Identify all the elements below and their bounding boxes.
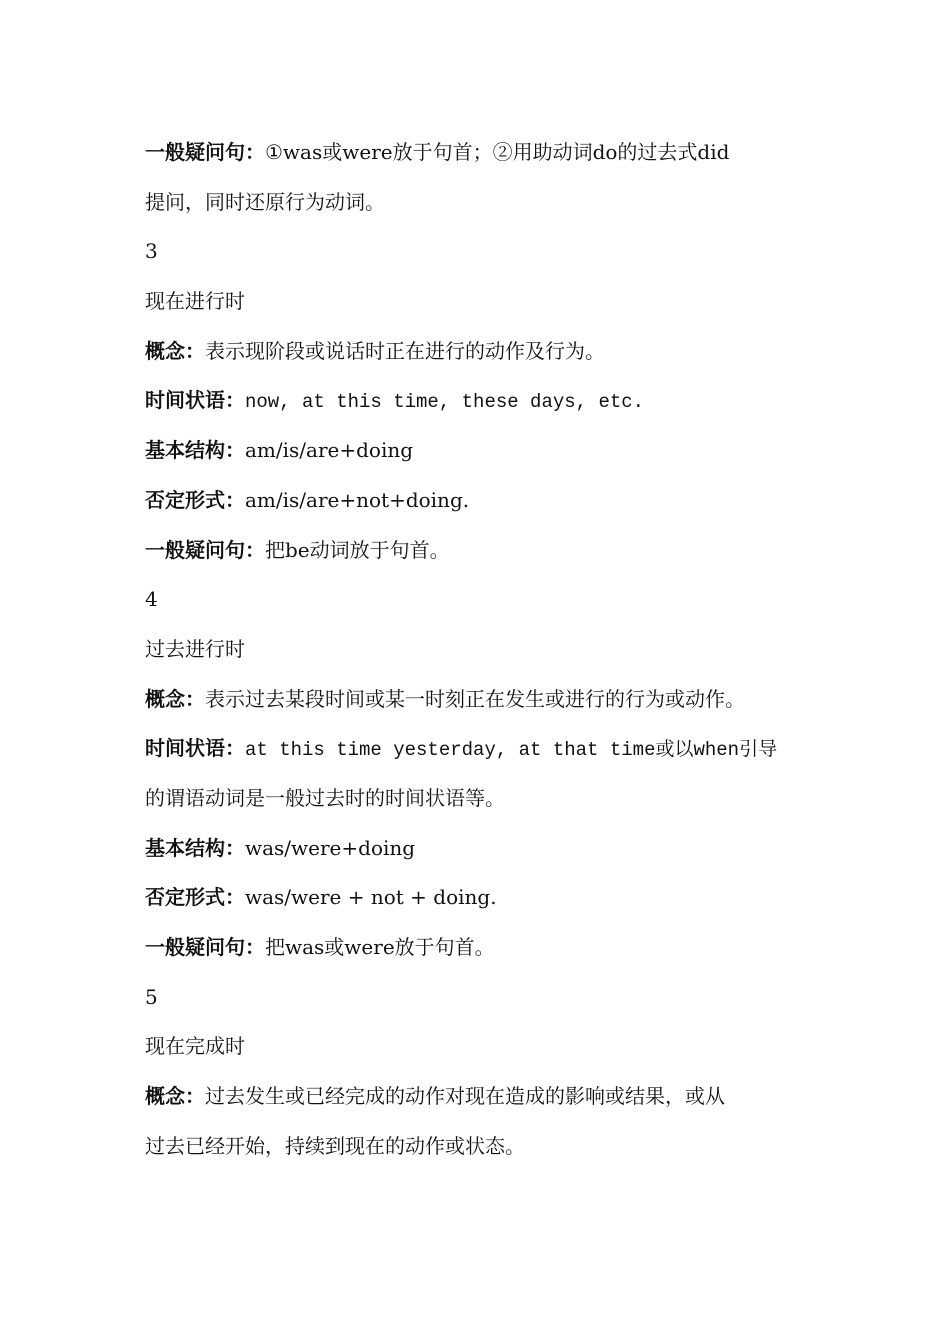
line-text: now, at this time, these days, etc. — [245, 391, 645, 414]
line-text: at this time yesterday, at that time或以when引导 — [245, 739, 778, 762]
line-label: 一般疑问句： — [145, 537, 265, 562]
line-text: 过去已经开始，持续到现在的动作或状态。 — [145, 1133, 525, 1158]
line-text: am/is/are+not+doing. — [245, 487, 470, 512]
line-text: 把was或were放于句首。 — [265, 935, 495, 959]
line-label: 时间状语： — [145, 388, 245, 413]
continuation-line — [145, 1122, 810, 1172]
line-label: 否定形式： — [145, 487, 245, 512]
continuation-line — [145, 178, 810, 228]
question-form-line — [145, 923, 810, 973]
line-label: 否定形式： — [145, 885, 245, 910]
line-text: 提问，同时还原行为动词。 — [145, 189, 385, 214]
section-number — [145, 575, 810, 625]
line-text: 表示现阶段或说话时正在进行的动作及行为。 — [205, 338, 605, 363]
line-label: 一般疑问句： — [145, 935, 265, 959]
line-text: was/were + not + doing. — [245, 885, 497, 910]
concept-line — [145, 1072, 810, 1122]
section-number — [145, 227, 810, 277]
line-label: 概念： — [145, 338, 205, 363]
basic-structure-line — [145, 824, 810, 874]
line-label: 基本结构： — [145, 438, 245, 463]
negative-form-line — [145, 476, 810, 526]
line-text: was/were+doing — [245, 835, 416, 860]
line-text: 5 — [145, 984, 158, 1009]
line-text: am/is/are+doing — [245, 438, 414, 463]
question-form-line — [145, 526, 810, 576]
line-text: 的谓语动词是一般过去时的时间状语等。 — [145, 785, 505, 810]
time-adverbial-line — [145, 724, 810, 774]
section-number — [145, 973, 810, 1023]
continuation-line — [145, 774, 810, 824]
line-text: 现在完成时 — [145, 1034, 245, 1059]
line-label: 概念： — [145, 686, 205, 711]
time-adverbial-line — [145, 376, 810, 426]
section-title — [145, 1022, 810, 1072]
question-form-line — [145, 128, 810, 178]
section-title — [145, 625, 810, 675]
line-text: 过去发生或已经完成的动作对现在造成的影响或结果，或从 — [205, 1084, 725, 1109]
line-text: 表示过去某段时间或某一时刻正在发生或进行的行为或动作。 — [205, 686, 745, 711]
line-text: 4 — [145, 587, 158, 612]
negative-form-line — [145, 873, 810, 923]
section-title — [145, 277, 810, 327]
line-text: 过去进行时 — [145, 636, 245, 661]
concept-line — [145, 327, 810, 377]
concept-line — [145, 675, 810, 725]
document-body — [145, 128, 810, 1171]
line-label: 概念： — [145, 1084, 205, 1109]
basic-structure-line — [145, 426, 810, 476]
line-label: 时间状语： — [145, 736, 245, 761]
line-label: 一般疑问句： — [145, 140, 265, 164]
line-text: 3 — [145, 239, 158, 264]
line-label: 基本结构： — [145, 835, 245, 860]
line-text: 现在进行时 — [145, 289, 245, 314]
line-text: 把be动词放于句首。 — [265, 537, 450, 562]
line-text: ①was或were放于句首；②用助动词do的过去式did — [265, 140, 730, 164]
